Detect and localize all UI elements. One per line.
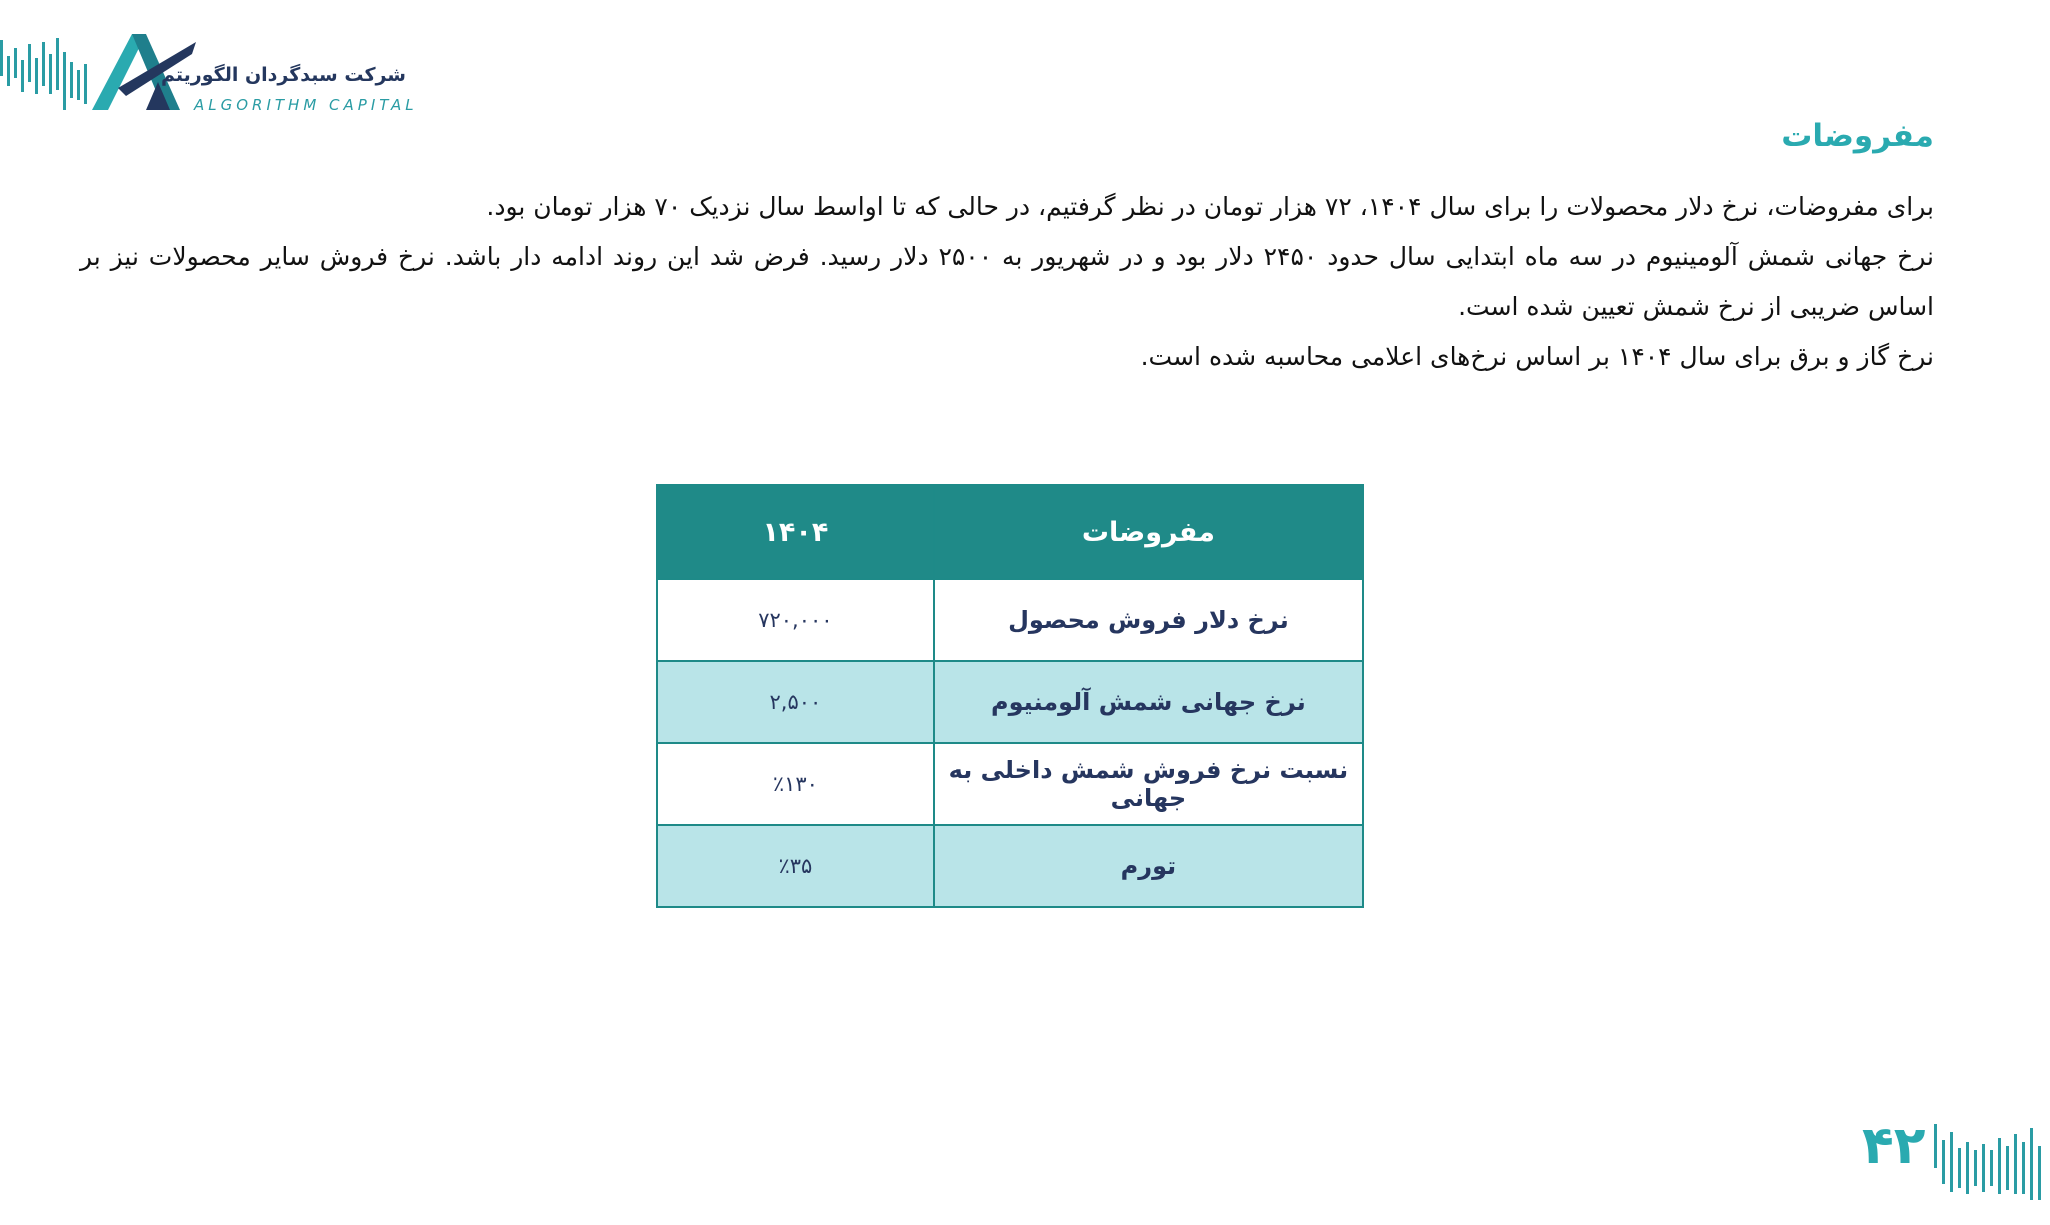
paragraph-aluminium-rate: نرخ جهانی شمش آلومینیوم در سه ماه ابتدایی سال حدود ۲۴۵۰ دلار بود و در شهریور به ۲۵۰۰ دلار رسید. فرض شد این روند ادامه دار باشد. نرخ فروش سایر محصولات نیز بر اساس ضریبی از نرخ شمش تعیین شده است.	[80, 242, 1934, 321]
row-label: نسبت نرخ فروش شمش داخلی به جهانی	[934, 743, 1363, 825]
footer-bars-icon	[1932, 1120, 2050, 1204]
logo-company-name-en: ALGORITHM CAPITAL	[194, 96, 418, 114]
row-label: نرخ جهانی شمش آلومنیوم	[934, 661, 1363, 743]
table-row	[657, 661, 1363, 743]
paragraph-energy-rate: نرخ گاز و برق برای سال ۱۴۰۴ بر اساس نرخ‌های اعلامی محاسبه شده است.	[1140, 342, 1934, 371]
row-value: ۷۲۰,۰۰۰	[657, 579, 934, 661]
header-assumptions: مفروضات	[934, 485, 1363, 579]
table-header-row	[657, 485, 1363, 579]
logo-bars-icon	[0, 34, 92, 112]
body-text	[80, 182, 1934, 382]
header-year: ۱۴۰۴	[657, 485, 934, 579]
paragraph-dollar-rate: برای مفروضات، نرخ دلار محصولات را برای سال ۱۴۰۴، ۷۲ هزار تومان در نظر گرفتیم، در حالی که تا اواسط سال نزدیک ۷۰ هزار تومان بود.	[486, 192, 1934, 221]
row-value: ۲,۵۰۰	[657, 661, 934, 743]
row-label: تورم	[934, 825, 1363, 907]
table-row	[657, 743, 1363, 825]
page-number: ۴۲	[1862, 1116, 1926, 1176]
assumptions-table	[656, 484, 1364, 908]
row-value: ٪۱۳۰	[657, 743, 934, 825]
table-row	[657, 579, 1363, 661]
row-value: ٪۳۵	[657, 825, 934, 907]
table-row	[657, 825, 1363, 907]
section-title: مفروضات	[1781, 118, 1934, 154]
logo-company-name-fa: شرکت سبدگردان الگوریتم	[161, 64, 406, 86]
row-label: نرخ دلار فروش محصول	[934, 579, 1363, 661]
